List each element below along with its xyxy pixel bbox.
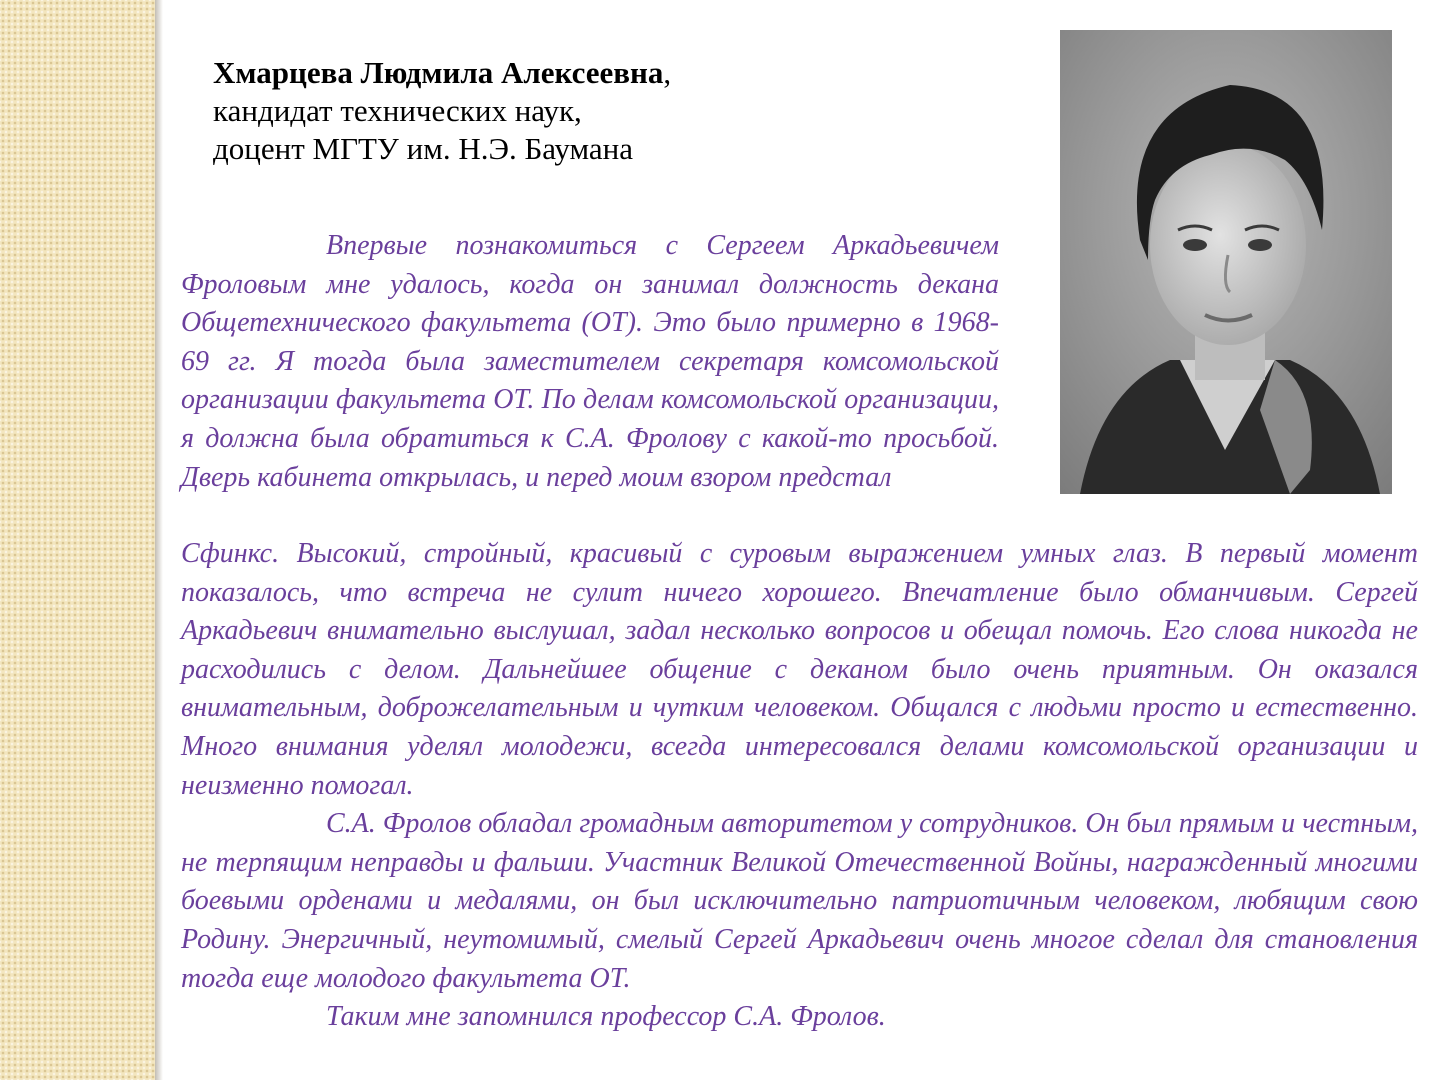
memoir-paragraph-1-bottom: Сфинкс. Высокий, стройный, красивый с суровым выражением умных глаз. В первый момент показалось, что встреча не сулит ничего хорошего. Впечатление было обманчивым. Сергей Аркадьевич внимательно выслушал, задал несколько вопросов и обещал помочь. Его слова никогда не расходились с делом. Дальнейшее общение с деканом было очень приятным. Он оказался внимательным, доброжелательным и чутким человеком. Общался с людьми просто и естественно. Много внимания уделял молодежи, всегда интересовался делами комсомольской организации и неизменно помогал. <box>181 538 1418 801</box>
author-name: Хмарцева Людмила Алексеевна <box>213 55 664 90</box>
author-header <box>213 54 671 168</box>
author-position: доцент МГТУ им. Н.Э. Баумана <box>213 131 634 166</box>
memoir-paragraph-3: Таким мне запомнился профессор С.А. Фролов. <box>326 1001 886 1033</box>
author-portrait-photo <box>1060 30 1392 494</box>
decorative-side-band <box>0 0 155 1080</box>
memoir-paragraph-2: С.А. Фролов обладал громадным авторитетом у сотрудников. Он был прямым и честным, не терпящим неправды и фальши. Участник Великой Отечественной Войны, награжденный многими боевыми орденами и медалями, он был исключительно патриотичным человеком, любящим свою Родину. Энергичный, неутомимый, смелый Сергей Аркадьевич очень многое сделал для становления тогда еще молодого факультета ОТ. <box>181 808 1418 994</box>
side-band-shadow <box>155 0 163 1080</box>
portrait-illustration <box>1060 30 1392 494</box>
memoir-paragraph-1-top: Впервые познакомиться с Сергеем Аркадьевичем Фроловым мне удалось, когда он занимал должность декана Общетехнического факультета (ОТ). Это было примерно в 1968-69 гг. Я тогда была заместителем секретаря комсомольской организации факультета ОТ. По делам комсомольской организации, я должна была обратиться к С.А. Фролову с какой-то просьбой. Дверь кабинета открылась, и перед моим взором предстал <box>181 230 999 493</box>
author-degree: кандидат технических наук, <box>213 93 582 128</box>
author-name-suffix: , <box>663 55 672 90</box>
memoir-body <box>181 535 1418 1037</box>
author-name-line <box>213 54 671 92</box>
